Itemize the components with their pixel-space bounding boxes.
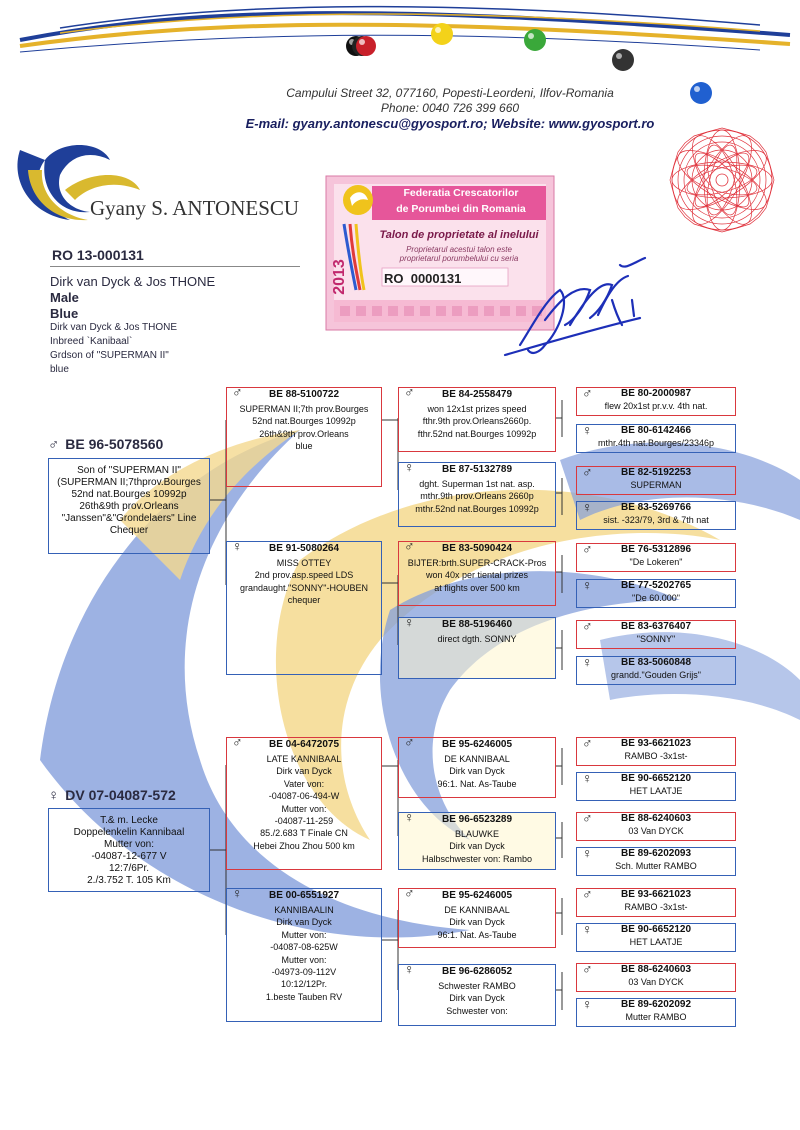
gen2-line: 26th&9th prov.Orleans xyxy=(259,428,349,439)
gen2-line: -04087-11-259 xyxy=(274,816,334,827)
address-line: Campului Street 32, 077160, Popesti-Leordeni, Ilfov-Romania xyxy=(286,86,614,100)
gen4-box xyxy=(576,737,736,766)
sire-line: 52nd nat.Bourges 10992p xyxy=(71,489,187,500)
gen4-line: HET LAATJE xyxy=(629,786,683,796)
sire-line: "Janssen"&"Grondelaers" Line xyxy=(61,513,197,524)
gen2-line: -04973-09-112V xyxy=(271,967,337,978)
gen2-line: chequer xyxy=(287,595,321,606)
gen3-line: BLAUWKE xyxy=(454,829,499,839)
gen2-line: LATE KANNIBAAL xyxy=(266,754,342,764)
gen4-ring: BE 88-6240603 xyxy=(620,964,692,975)
female-icon: ♀ xyxy=(582,996,593,1012)
gen2-line: 1.beste Tauben RV xyxy=(265,991,343,1002)
male-icon: ♂ xyxy=(582,618,593,634)
gen4-ring: BE 89-6202093 xyxy=(620,848,692,859)
male-icon: ♂ xyxy=(582,464,593,480)
gen4-ring: BE 89-6202092 xyxy=(620,999,692,1010)
brand-name: Gyany S. ANTONESCU xyxy=(90,196,300,220)
gen2-line: -04087-08-625W xyxy=(270,942,338,953)
subject-sex: Male xyxy=(50,290,79,305)
phone-line: Phone: 0040 726 399 660 xyxy=(380,101,520,115)
dam-line: T.& m. Lecke xyxy=(100,815,158,826)
subject-breeder: Dirk van Dyck & Jos THONE xyxy=(50,274,216,289)
gen4-line: 03 Van DYCK xyxy=(628,826,684,836)
gen2-line: 85./2.683 T Finale CN xyxy=(260,828,348,839)
dam-line: Mutter von: xyxy=(103,839,155,850)
email-website-line[interactable]: E-mail: gyany.antonescu@gyosport.ro; Website: www.gyosport.ro xyxy=(245,116,655,131)
female-icon: ♀ xyxy=(232,538,243,554)
gen3-box xyxy=(398,734,556,798)
rosette-icon xyxy=(670,128,775,233)
gen3-line: mthr.9th prov.Orleans 2660p xyxy=(420,491,534,502)
dam-line: 2./3.752 T. 105 Km xyxy=(87,875,171,886)
gen3-box xyxy=(398,459,556,527)
gen3-line: mthr.52nd nat.Bourges 10992p xyxy=(415,503,539,514)
stamp-year: 2013 xyxy=(330,259,348,295)
gen4-line: SUPERMAN xyxy=(630,480,682,490)
gen3-box xyxy=(398,885,556,948)
sire-line: 26th&9th prov.Orleans xyxy=(79,501,179,512)
gen3-line: 96:1. Nat. As-Taube xyxy=(437,929,517,940)
gen4-ring: BE 80-2000987 xyxy=(620,388,692,399)
gen2-line: KANNIBAALIN xyxy=(274,905,334,915)
gen2-line: 10:12/12Pr. xyxy=(280,979,328,990)
gen3-line: Dirk van Dyck xyxy=(449,917,505,928)
gen2-box xyxy=(226,384,382,487)
gen2-line: Dirk van Dyck xyxy=(276,766,332,777)
gen2-line: 52nd nat.Bourges 10992p xyxy=(252,416,356,427)
gen3-ring: BE 88-5196460 xyxy=(441,619,513,630)
gen2-line: Hebei Zhou Zhou 500 km xyxy=(253,840,355,851)
gen4-box xyxy=(576,387,736,416)
male-icon: ♂ xyxy=(404,384,415,400)
subject-note: blue xyxy=(50,364,69,375)
subject-ring: RO 13-000131 xyxy=(52,247,144,263)
gen4-ring: BE 90-6652120 xyxy=(620,773,692,784)
gen2-line: Dirk van Dyck xyxy=(276,917,332,928)
gen4-ring: BE 83-5060848 xyxy=(620,657,692,668)
subject-colour: Blue xyxy=(50,306,79,321)
gen4-box xyxy=(576,466,736,495)
gen3-box xyxy=(398,961,556,1026)
gen4-line: flew 20x1st pr.v.v. 4th nat. xyxy=(604,401,708,411)
gen3-line: 96:1. Nat. As-Taube xyxy=(437,778,517,789)
gen4-box xyxy=(576,620,736,649)
gen4-box xyxy=(576,923,736,952)
gen4-box xyxy=(576,656,736,685)
gen3-ring: BE 87-5132789 xyxy=(441,464,513,475)
gen2-line: Vater von: xyxy=(283,778,325,789)
gen4-line: RAMBO -3x1st- xyxy=(624,902,688,912)
dam-line: 12:7/6Pr. xyxy=(108,863,150,874)
gen4-box xyxy=(576,998,736,1027)
gen4-line: HET LAATJE xyxy=(629,937,683,947)
female-icon: ♀ xyxy=(404,961,415,977)
gen4-box xyxy=(576,963,736,992)
gen3-ring: BE 95-6246005 xyxy=(441,739,513,750)
sire-heading xyxy=(48,436,163,453)
stamp-title: Talon de proprietate al inelului xyxy=(379,229,539,241)
gen4-line: sist. -323/79, 3rd & 7th nat xyxy=(603,515,709,525)
gen3-box xyxy=(398,809,556,870)
male-icon: ♂ xyxy=(582,735,593,751)
female-icon: ♀ xyxy=(582,654,593,670)
female-icon: ♀ xyxy=(582,845,593,861)
gen2-line: -04087-06-494-W xyxy=(268,791,340,802)
gen2-ring: BE 91-5080264 xyxy=(268,543,340,554)
gen3-line: fthr.9th prov.Orleans2660p. xyxy=(422,416,532,427)
gen3-line: won 12x1st prizes speed xyxy=(427,404,527,414)
sire-box xyxy=(48,458,210,554)
gen4-line: "De Lokeren" xyxy=(629,557,683,567)
stamp-sub1: Proprietarul acestui talon este xyxy=(406,245,512,254)
gen3-ring: BE 96-6286052 xyxy=(441,966,513,977)
gen4-box xyxy=(576,888,736,917)
gen2-line: MISS OTTEY xyxy=(276,558,332,568)
sire-line: (SUPERMAN II;7thprov.Bourges xyxy=(57,477,201,488)
female-icon: ♀ xyxy=(582,499,593,515)
male-icon: ♂ xyxy=(404,734,415,750)
header-wave xyxy=(20,7,790,52)
gen4-line: Mutter RAMBO xyxy=(625,1012,687,1022)
gen2-line: Mutter von: xyxy=(281,954,327,965)
gen4-line: "SONNY" xyxy=(636,634,676,644)
sire-ring: BE 96-5078560 xyxy=(65,436,164,452)
gen4-ring: BE 88-6240603 xyxy=(620,813,692,824)
gen4-box xyxy=(576,847,736,876)
gen3-line: Schwester RAMBO xyxy=(438,981,516,991)
male-icon: ♂ xyxy=(582,961,593,977)
female-icon: ♀ xyxy=(582,577,593,593)
dam-box xyxy=(48,808,210,892)
gen3-ring: BE 83-5090424 xyxy=(441,543,513,554)
gen4-ring: BE 80-6142466 xyxy=(620,425,692,436)
female-icon: ♀ xyxy=(404,809,415,825)
stamp-ring-number: RO 0000131 xyxy=(384,271,462,286)
gen4-box xyxy=(576,579,736,608)
female-icon: ♀ xyxy=(404,614,415,630)
subject-note: Dirk van Dyck & Jos THONE xyxy=(50,322,178,333)
gen4-ring: BE 82-5192253 xyxy=(620,467,692,478)
female-icon: ♀ xyxy=(404,459,415,475)
gen2-line: SUPERMAN II;7th prov.Bourges xyxy=(239,404,369,414)
gen3-line: Schwester von: xyxy=(446,1005,508,1016)
gen3-line: Dirk van Dyck xyxy=(449,841,505,852)
dam-ring: DV 07-04087-572 xyxy=(65,787,176,803)
gen2-line: grandaught."SONNY"-HOUBEN xyxy=(240,582,368,593)
gen3-line: at flights over 500 km xyxy=(434,582,520,593)
gen3-line: BIJTER:brth.SUPER-CRACK-Pros xyxy=(407,558,547,568)
gen3-line: DE KANNIBAAL xyxy=(444,754,510,764)
male-icon: ♂ xyxy=(404,538,415,554)
gen3-line: fthr.52nd nat.Bourges 10992p xyxy=(417,428,537,439)
gen4-box xyxy=(576,424,736,453)
gen3-box xyxy=(398,614,556,679)
male-icon: ♂ xyxy=(48,436,60,453)
gen4-line: grandd."Gouden Grijs" xyxy=(611,670,701,680)
dam-line: Doppelenkelin Kannibaal xyxy=(73,827,185,838)
gen4-ring: BE 83-5269766 xyxy=(620,502,692,513)
gen4-box xyxy=(576,812,736,841)
male-icon: ♂ xyxy=(582,886,593,902)
gen3-line: Dirk van Dyck xyxy=(449,766,505,777)
gen3-ring: BE 96-6523289 xyxy=(441,814,513,825)
gen2-box xyxy=(226,734,382,870)
gen3-box xyxy=(398,538,556,606)
gen3-line: DE KANNIBAAL xyxy=(444,905,510,915)
gen4-ring: BE 77-5202765 xyxy=(620,580,692,591)
gen3-line: direct dgth. SONNY xyxy=(437,634,517,644)
gen4-ring: BE 83-6376407 xyxy=(620,621,692,632)
stamp-sub2: proprietarul porumbelului cu seria xyxy=(399,254,519,263)
gen3-ring: BE 84-2558479 xyxy=(441,389,513,400)
gen4-line: RAMBO -3x1st- xyxy=(624,751,688,761)
female-icon: ♀ xyxy=(582,770,593,786)
male-icon: ♂ xyxy=(232,734,243,750)
gen2-box xyxy=(226,538,382,675)
gen4-line: "De 60.000" xyxy=(632,593,680,603)
gen2-ring: BE 04-6472075 xyxy=(268,739,340,750)
gen2-box xyxy=(226,885,382,1022)
gen3-ring: BE 95-6246005 xyxy=(441,890,513,901)
stamp-line1: Federatia Crescatorilor xyxy=(403,187,519,199)
gen2-ring: BE 00-6551927 xyxy=(268,890,340,901)
gen4-ring: BE 93-6621023 xyxy=(620,738,692,749)
gen3-box xyxy=(398,384,556,452)
subject-note: Grdson of "SUPERMAN II" xyxy=(50,350,169,361)
male-icon: ♂ xyxy=(582,385,593,401)
male-icon: ♂ xyxy=(404,885,415,901)
gen4-ring: BE 90-6652120 xyxy=(620,924,692,935)
gen4-ring: BE 93-6621023 xyxy=(620,889,692,900)
subject-divider xyxy=(50,266,300,267)
gen3-line: Dirk van Dyck xyxy=(449,993,505,1004)
gen2-line: blue xyxy=(295,441,313,452)
male-icon: ♂ xyxy=(582,810,593,826)
gen4-box xyxy=(576,772,736,801)
female-icon: ♀ xyxy=(582,422,593,438)
gen2-line: 2nd prov.asp.speed LDS xyxy=(254,570,354,581)
gen4-line: Sch. Mutter RAMBO xyxy=(615,861,697,871)
dam-line: -04087-12-677 V xyxy=(91,851,167,862)
gen2-line: Mutter von: xyxy=(281,929,327,940)
dam-heading xyxy=(48,787,176,804)
stamp-line2: de Porumbei din Romania xyxy=(396,203,526,215)
gen4-box xyxy=(576,501,736,530)
female-icon: ♀ xyxy=(48,787,60,804)
female-icon: ♀ xyxy=(232,885,243,901)
male-icon: ♂ xyxy=(232,384,243,400)
gen2-line: Mutter von: xyxy=(281,803,327,814)
gen3-line: won 40x per tiental prizes xyxy=(425,570,529,581)
gen4-line: mthr.4th nat.Bourges/23346p xyxy=(597,438,715,448)
sire-line: Son of "SUPERMAN II" xyxy=(77,465,181,476)
female-icon: ♀ xyxy=(582,921,593,937)
male-icon: ♂ xyxy=(582,541,593,557)
subject-note: Inbreed `Kanibaal` xyxy=(50,336,133,347)
gen3-line: Halbschwester von: Rambo xyxy=(421,853,533,864)
gen4-ring: BE 76-5312896 xyxy=(620,544,692,555)
sire-line: Chequer xyxy=(109,525,149,536)
gen3-line: dght. Superman 1st nat. asp. xyxy=(419,479,535,489)
gen4-line: 03 Van DYCK xyxy=(628,977,684,987)
gen2-ring: BE 88-5100722 xyxy=(268,389,340,400)
gen4-box xyxy=(576,543,736,572)
